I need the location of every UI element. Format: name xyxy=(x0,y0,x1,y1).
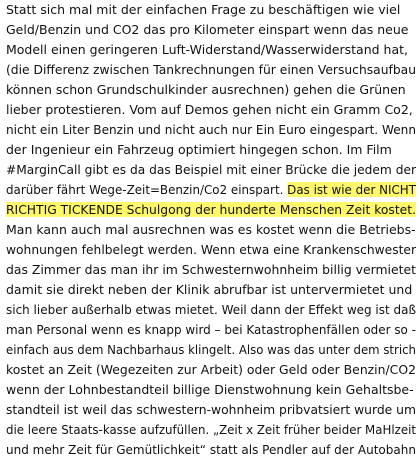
text-segment: lieber protestieren. Vom auf Demos gehen nicht ein Gramm Co2, xyxy=(6,102,413,117)
text-line xyxy=(6,40,418,60)
text-line xyxy=(6,200,418,220)
text-line-content xyxy=(6,0,400,20)
text-line-content xyxy=(6,200,416,220)
text-segment: damit sie direkt neben der Klinik abrufbar ist untervermietet und xyxy=(6,282,413,297)
text-line-content xyxy=(6,300,416,320)
text-line xyxy=(6,280,418,300)
text-segment: wohnungen fehlbelegt werden. Wenn etwa eine Krankenschwester xyxy=(6,242,416,257)
text-line xyxy=(6,100,418,120)
text-line xyxy=(6,240,418,260)
text-line xyxy=(6,300,418,320)
text-line xyxy=(6,400,418,420)
text-line xyxy=(6,340,418,360)
text-line-content xyxy=(6,120,416,140)
text-line-content xyxy=(6,260,416,280)
text-line xyxy=(6,440,418,460)
text-line-content xyxy=(6,240,416,260)
text-segment: standteil ist weil das schwestern-wohnheim pribvatsiert wurde um xyxy=(6,402,416,417)
text-line xyxy=(6,120,418,140)
text-segment: können schon Grundschulkinder ausrechnen) gehen die Grünen xyxy=(6,82,406,97)
text-line xyxy=(6,60,418,80)
text-line-content xyxy=(6,220,416,240)
text-segment: sich lieber außerhalb etwas mietet. Weil dann der Effekt weg ist daß xyxy=(6,302,416,317)
text-segment: Man kann auch mal ausrechnen was es kostet wenn die Betriebs- xyxy=(6,222,416,237)
text-line-content xyxy=(6,80,406,100)
text-segment: wenn der Lohnbestandteil billige Dienstwohnung kein Gehaltsbe- xyxy=(6,382,414,397)
text-line-content xyxy=(6,180,416,200)
text-line xyxy=(6,160,418,180)
text-line xyxy=(6,260,418,280)
text-line-content xyxy=(6,380,414,400)
text-line xyxy=(6,360,418,380)
text-segment: (die Differenz zwischen Tankrechnungen für einen Versuchsaufbau xyxy=(6,62,416,77)
text-line xyxy=(6,80,418,100)
text-line-content xyxy=(6,280,412,300)
text-line xyxy=(6,420,418,440)
text-segment: man Personal wenn es knapp wird – bei Katastrophenfällen oder so - xyxy=(6,322,416,337)
text-line xyxy=(6,380,418,400)
text-segment: das Zimmer das man ihr im Schwesternwohnheim billig vermietet xyxy=(6,262,416,277)
text-segment: nicht ein Liter Benzin und nicht auch nur Ein Euro eingespart. Wenn xyxy=(6,122,416,137)
text-line xyxy=(6,140,418,160)
highlighted-text: RICHTIG TICKENDE Schulgong der hunderte Menschen Zeit kostet. xyxy=(6,202,416,217)
text-line-content xyxy=(6,100,413,120)
text-line xyxy=(6,0,418,20)
text-line xyxy=(6,180,418,200)
text-line-content xyxy=(6,160,416,180)
text-line xyxy=(6,220,418,240)
text-line-content xyxy=(6,340,416,360)
text-segment: Statt sich mal mit der einfachen Frage zu beschäftigen wie viel xyxy=(6,2,401,17)
text-line-content xyxy=(6,320,416,340)
text-segment: einfach aus dem Nachbarhaus klingelt. Also was das unter dem strich xyxy=(6,342,416,357)
text-line-content xyxy=(6,400,416,420)
text-segment: Modell einen geringeren Luft-Widerstand/Wasserwiderstand hat, xyxy=(6,42,408,57)
text-line-content xyxy=(6,60,416,80)
text-line-content xyxy=(6,360,416,380)
text-segment: der Ingenieur ein Fahrzeug optimiert hingegen schon. Im Film xyxy=(6,142,392,157)
text-segment: die leere Staats-kasse aufzufüllen. „Zeit x Zeit früher beider MaHlzeit xyxy=(6,422,416,437)
text-line-content xyxy=(6,440,416,460)
text-line xyxy=(6,320,418,340)
text-line xyxy=(6,20,418,40)
text-line-content xyxy=(6,20,408,40)
text-segment: #MarginCall gibt es da das Beispiel mit einer Brücke die jedem der xyxy=(6,162,416,177)
text-line-content xyxy=(6,40,408,60)
highlighted-text: Das ist wie der NICHT xyxy=(287,182,416,197)
text-line-content xyxy=(6,140,392,160)
text-segment: und mehr Zeit für Gemütlichkeit“ statt als Pendler auf der Autobahn xyxy=(6,442,416,457)
text-segment: kostet an Zeit (Wegezeiten zur Arbeit) oder Geld oder Benzin/CO2 xyxy=(6,362,416,377)
text-segment: darüber fährt Wege-Zeit=Benzin/Co2 einspart. xyxy=(6,182,288,197)
text-line-content xyxy=(6,420,416,440)
text-segment: Geld/Benzin und CO2 das pro Kilometer einspart wenn das neue xyxy=(6,22,409,37)
